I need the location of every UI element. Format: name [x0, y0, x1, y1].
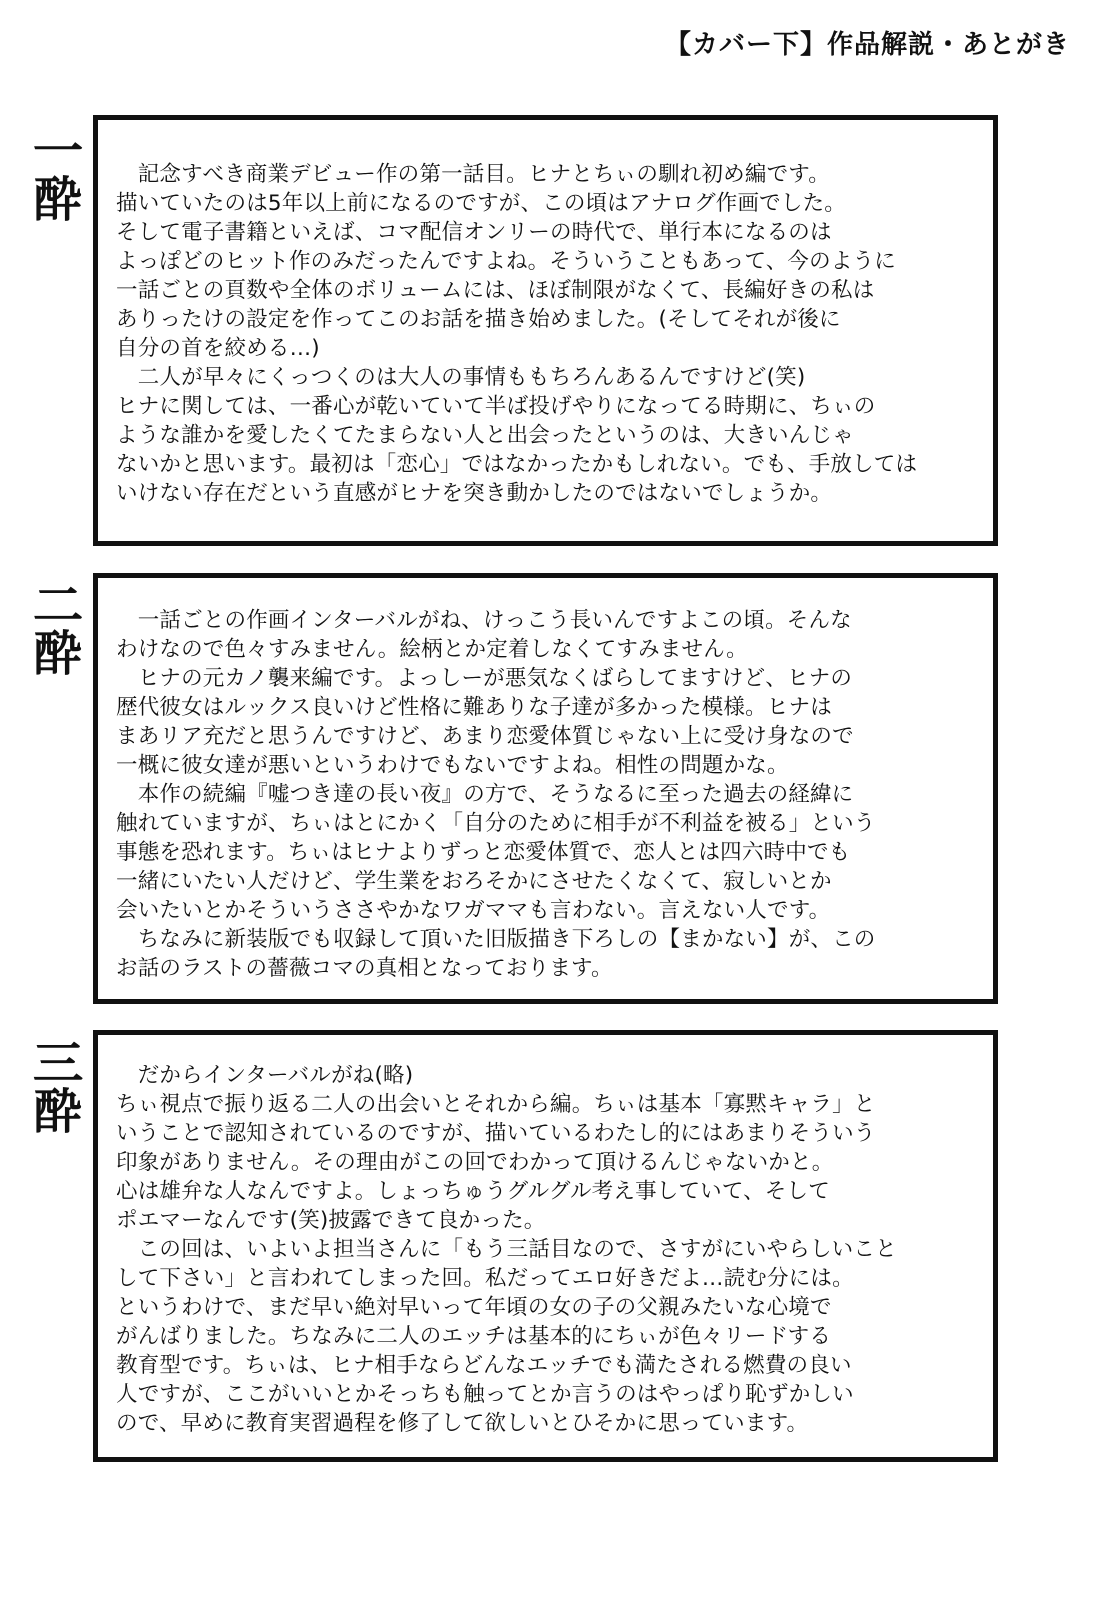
section-2-line: わけなので色々すみません。絵柄とか定着しなくてすみません。 [116, 637, 748, 662]
section-2-number: 二 [32, 578, 84, 632]
section-2-line: 歴代彼女はルックス良いけど性格に難ありな子達が多かった模様。ヒナは [116, 695, 832, 720]
section-3-line: 印象がありません。その理由がこの回でわかって頂けるんじゃないかと。 [116, 1150, 834, 1175]
section-2-line: 一緒にいたい人だけど、学生業をおろそかにさせたくなくて、寂しいとか [116, 869, 832, 894]
section-3-line: 教育型です。ちぃは、ヒナ相手ならどんなエッチでも満たされる燃費の良い [116, 1353, 852, 1378]
section-3-line: がんばりました。ちなみに二人のエッチは基本的にちぃが色々リードする [116, 1324, 832, 1349]
section-1-line: ないかと思います。最初は「恋心」ではなかったかもしれない。でも、手放しては [116, 452, 918, 477]
section-3-line: ので、早めに教育実習過程を修了して欲しいとひそかに思っています。 [116, 1411, 809, 1436]
section-1-line: 一話ごとの頁数や全体のボリュームには、ほぼ制限がなくて、長編好きの私は [116, 278, 875, 303]
section-2-line: お話のラストの薔薇コマの真相となっております。 [116, 956, 613, 981]
section-3-box [93, 1030, 998, 1462]
section-label-1 [28, 124, 88, 228]
section-1-number: 一 [32, 124, 84, 178]
section-1-line: いけない存在だという直感がヒナを突き動かしたのではないでしょうか。 [116, 481, 833, 506]
section-1-box [93, 115, 998, 546]
section-label-2 [28, 578, 88, 682]
section-3-line: この回は、いよいよ担当さんに「もう三話目なので、さすがにいやらしいこと [116, 1237, 897, 1262]
section-2-line: 会いたいとかそういうささやかなワガママも言わない。言えない人です。 [116, 898, 831, 923]
section-3-line: ポエマーなんです(笑)披露できて良かった。 [116, 1208, 546, 1233]
section-2-box [93, 573, 998, 1004]
section-1-line: 二人が早々にくっつくのは大人の事情ももちろんあるんですけど(笑) [116, 365, 806, 390]
section-1-line: ヒナに関しては、一番心が乾いていて半ば投げやりになってる時期に、ちぃの [116, 394, 876, 419]
section-3-line: というわけで、まだ早い絶対早いって年頃の女の子の父親みたいな心境で [116, 1295, 832, 1320]
section-2-kanji: 酔 [33, 626, 82, 682]
section-2-line: 一概に彼女達が悪いというわけでもないですよね。相性の問題かな。 [116, 753, 789, 778]
section-3-line: 人ですが、ここがいいとかそっちも触ってとか言うのはやっぱり恥ずかしい [116, 1382, 854, 1407]
section-1-line: 記念すべき商業デビュー作の第一話目。ヒナとちぃの馴れ初め編です。 [116, 162, 830, 187]
section-3-number: 三 [32, 1036, 84, 1090]
section-1-line: 自分の首を絞める…) [116, 336, 320, 361]
section-3-line: いうことで認知されているのですが、描いているわたし的にはあまりそういう [116, 1121, 876, 1146]
section-3-kanji: 酔 [33, 1084, 82, 1140]
section-3-line: だからインターバルがね(略) [116, 1063, 414, 1088]
section-2-line: ちなみに新装版でも収録して頂いた旧版描き下ろしの【まかない】が、この [116, 927, 876, 952]
section-2-line: 一話ごとの作画インターバルがね、けっこう長いんですよこの頃。そんな [116, 608, 852, 633]
section-3-line: ちぃ視点で振り返る二人の出会いとそれから編。ちぃは基本「寡黙キャラ」と [116, 1092, 876, 1117]
section-2-line: 事態を恐れます。ちぃはヒナよりずっと恋愛体質で、恋人とは四六時中でも [116, 840, 851, 865]
section-1-line: ような誰かを愛したくてたまらない人と出会ったというのは、大きいんじゃ [116, 423, 854, 448]
section-2-line: 触れていますが、ちぃはとにかく「自分のために相手が不利益を被る」という [116, 811, 876, 836]
section-1-line: ありったけの設定を作ってこのお話を描き始めました。(そしてそれが後に [116, 307, 841, 332]
page-header-title: 【カバー下】作品解説・あとがき [664, 30, 1070, 60]
section-1-line: 描いていたのは5年以上前になるのですが、この頃はアナログ作画でした。 [116, 191, 846, 216]
section-1-line: そして電子書籍といえば、コマ配信オンリーの時代で、単行本になるのは [116, 220, 832, 245]
section-3-line: して下さい」と言われてしまった回。私だってエロ好きだよ…読む分には。 [116, 1266, 854, 1291]
section-2-line: 本作の続編『嘘つき達の長い夜』の方で、そうなるに至った過去の経緯に [116, 782, 854, 807]
section-2-line: まあリア充だと思うんですけど、あまり恋愛体質じゃない上に受け身なので [116, 724, 854, 749]
section-1-kanji: 酔 [33, 172, 82, 228]
section-2-line: ヒナの元カノ襲来編です。よっしーが悪気なくばらしてますけど、ヒナの [116, 666, 853, 691]
section-1-line: よっぽどのヒット作のみだったんですよね。そういうこともあって、今のように [116, 249, 896, 274]
section-label-3 [28, 1036, 88, 1140]
section-3-line: 心は雄弁な人なんですよ。しょっちゅうグルグル考え事していて、そして [116, 1179, 830, 1204]
